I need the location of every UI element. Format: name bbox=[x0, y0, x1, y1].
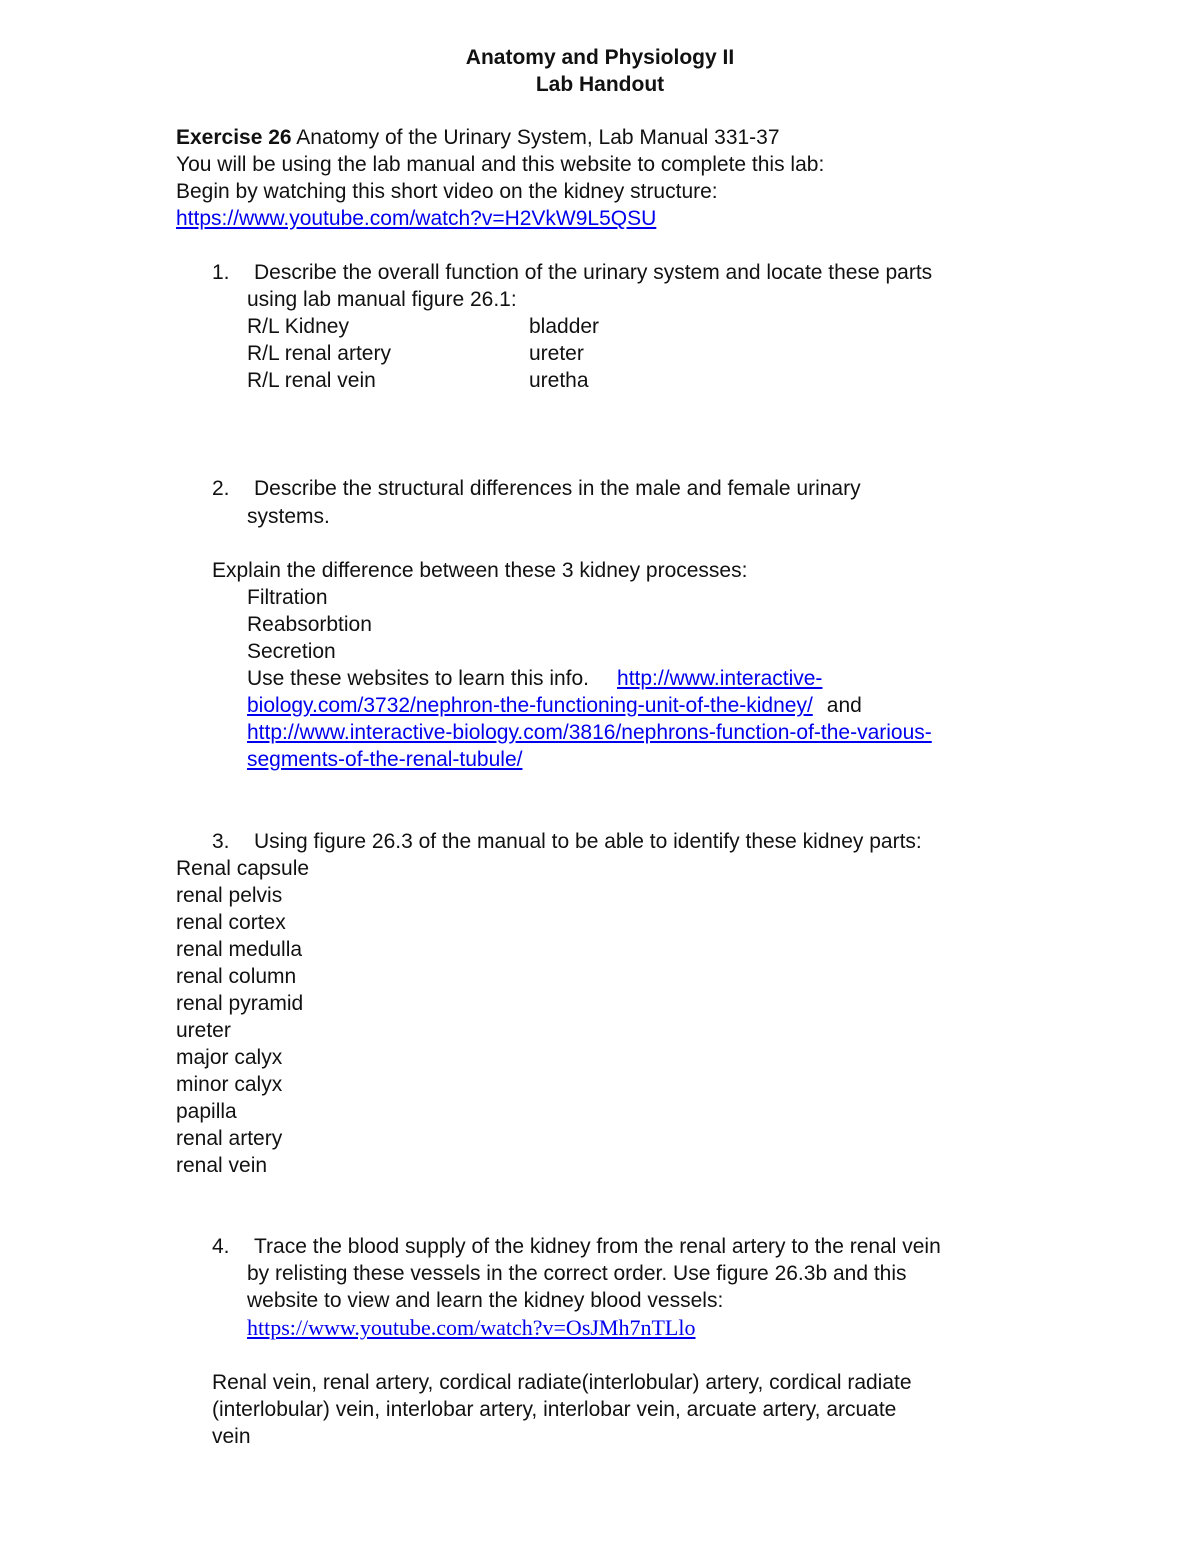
page-title: Anatomy and Physiology II bbox=[465, 46, 735, 69]
interactive-biology-link-2-cont[interactable]: segments-of-the-renal-tubule/ bbox=[247, 748, 523, 771]
q1-number: 1. bbox=[212, 261, 230, 284]
q2-link1-line bbox=[247, 692, 862, 719]
and-text: and bbox=[826, 694, 862, 717]
kidney-part-item: major calyx bbox=[176, 1046, 283, 1069]
q4-number: 4. bbox=[212, 1235, 230, 1258]
q2-explain: Explain the difference between these 3 kidney processes: bbox=[212, 559, 748, 582]
kidney-part-item: renal medulla bbox=[176, 938, 303, 961]
kidney-part-item: renal column bbox=[176, 965, 297, 988]
q4-answer-1: Renal vein, renal artery, cordical radiate(interlobular) artery, cordical radiate bbox=[212, 1371, 912, 1394]
process-item: Filtration bbox=[247, 586, 328, 609]
q3-number: 3. bbox=[212, 830, 230, 853]
page-subtitle: Lab Handout bbox=[535, 73, 665, 96]
process-item: Secretion bbox=[247, 640, 336, 663]
q4-answer-3: vein bbox=[212, 1425, 251, 1448]
q2-text: Describe the structural differences in the male and female urinary bbox=[254, 477, 861, 500]
q2-number: 2. bbox=[212, 477, 230, 500]
kidney-part-item: renal artery bbox=[176, 1127, 283, 1150]
q4-answer-2: (interlobular) vein, interlobar artery, interlobar vein, arcuate artery, arcuate bbox=[212, 1398, 897, 1421]
q4-text: Trace the blood supply of the kidney from the renal artery to the renal vein bbox=[254, 1235, 941, 1258]
q1-part-right: uretha bbox=[529, 369, 589, 392]
q1-part-right: bladder bbox=[529, 315, 600, 338]
kidney-part-item: papilla bbox=[176, 1100, 237, 1123]
interactive-biology-link-1-cont[interactable]: biology.com/3732/nephron-the-functioning-unit-of-the-kidney/ bbox=[247, 694, 813, 717]
interactive-biology-link-2[interactable]: http://www.interactive-biology.com/3816/nephrons-function-of-the-various- bbox=[247, 721, 932, 744]
q4-text-2: by relisting these vessels in the correct order. Use figure 26.3b and this bbox=[247, 1262, 907, 1285]
kidney-part-item: ureter bbox=[176, 1019, 231, 1042]
q2-text-2: systems. bbox=[247, 505, 330, 528]
kidney-part-item: renal cortex bbox=[176, 911, 286, 934]
kidney-part-item: renal pelvis bbox=[176, 884, 283, 907]
q1-part-right: ureter bbox=[529, 342, 584, 365]
exercise-text: Anatomy of the Urinary System, Lab Manual 331-37 bbox=[291, 126, 780, 149]
kidney-part-item: renal vein bbox=[176, 1154, 268, 1177]
exercise-label: Exercise 26 bbox=[176, 126, 292, 149]
q1-part-left: R/L renal vein bbox=[247, 369, 376, 392]
process-item: Reabsorbtion bbox=[247, 613, 372, 636]
intro-line-3: Begin by watching this short video on the kidney structure: bbox=[176, 180, 718, 203]
exercise-line bbox=[176, 124, 780, 151]
q1-text: Describe the overall function of the urinary system and locate these parts bbox=[254, 261, 933, 284]
q3-text: Using figure 26.3 of the manual to be able to identify these kidney parts: bbox=[254, 830, 922, 853]
video-link[interactable]: https://www.youtube.com/watch?v=H2VkW9L5QSU bbox=[176, 207, 657, 230]
intro-line-2: You will be using the lab manual and this website to complete this lab: bbox=[176, 153, 825, 176]
q1-text-2: using lab manual figure 26.1: bbox=[247, 288, 517, 311]
q1-part-left: R/L renal artery bbox=[247, 342, 391, 365]
q4-text-3: website to view and learn the kidney blood vessels: bbox=[247, 1289, 724, 1312]
kidney-part-item: Renal capsule bbox=[176, 857, 310, 880]
kidney-part-item: renal pyramid bbox=[176, 992, 304, 1015]
interactive-biology-link-1[interactable]: http://www.interactive- bbox=[617, 667, 823, 690]
q1-part-left: R/L Kidney bbox=[247, 315, 349, 338]
blood-vessel-video-link[interactable]: https://www.youtube.com/watch?v=OsJMh7nTLlo bbox=[247, 1315, 696, 1340]
q2-use-line bbox=[247, 665, 822, 692]
q2-use-text: Use these websites to learn this info. bbox=[247, 667, 590, 690]
kidney-part-item: minor calyx bbox=[176, 1073, 283, 1096]
